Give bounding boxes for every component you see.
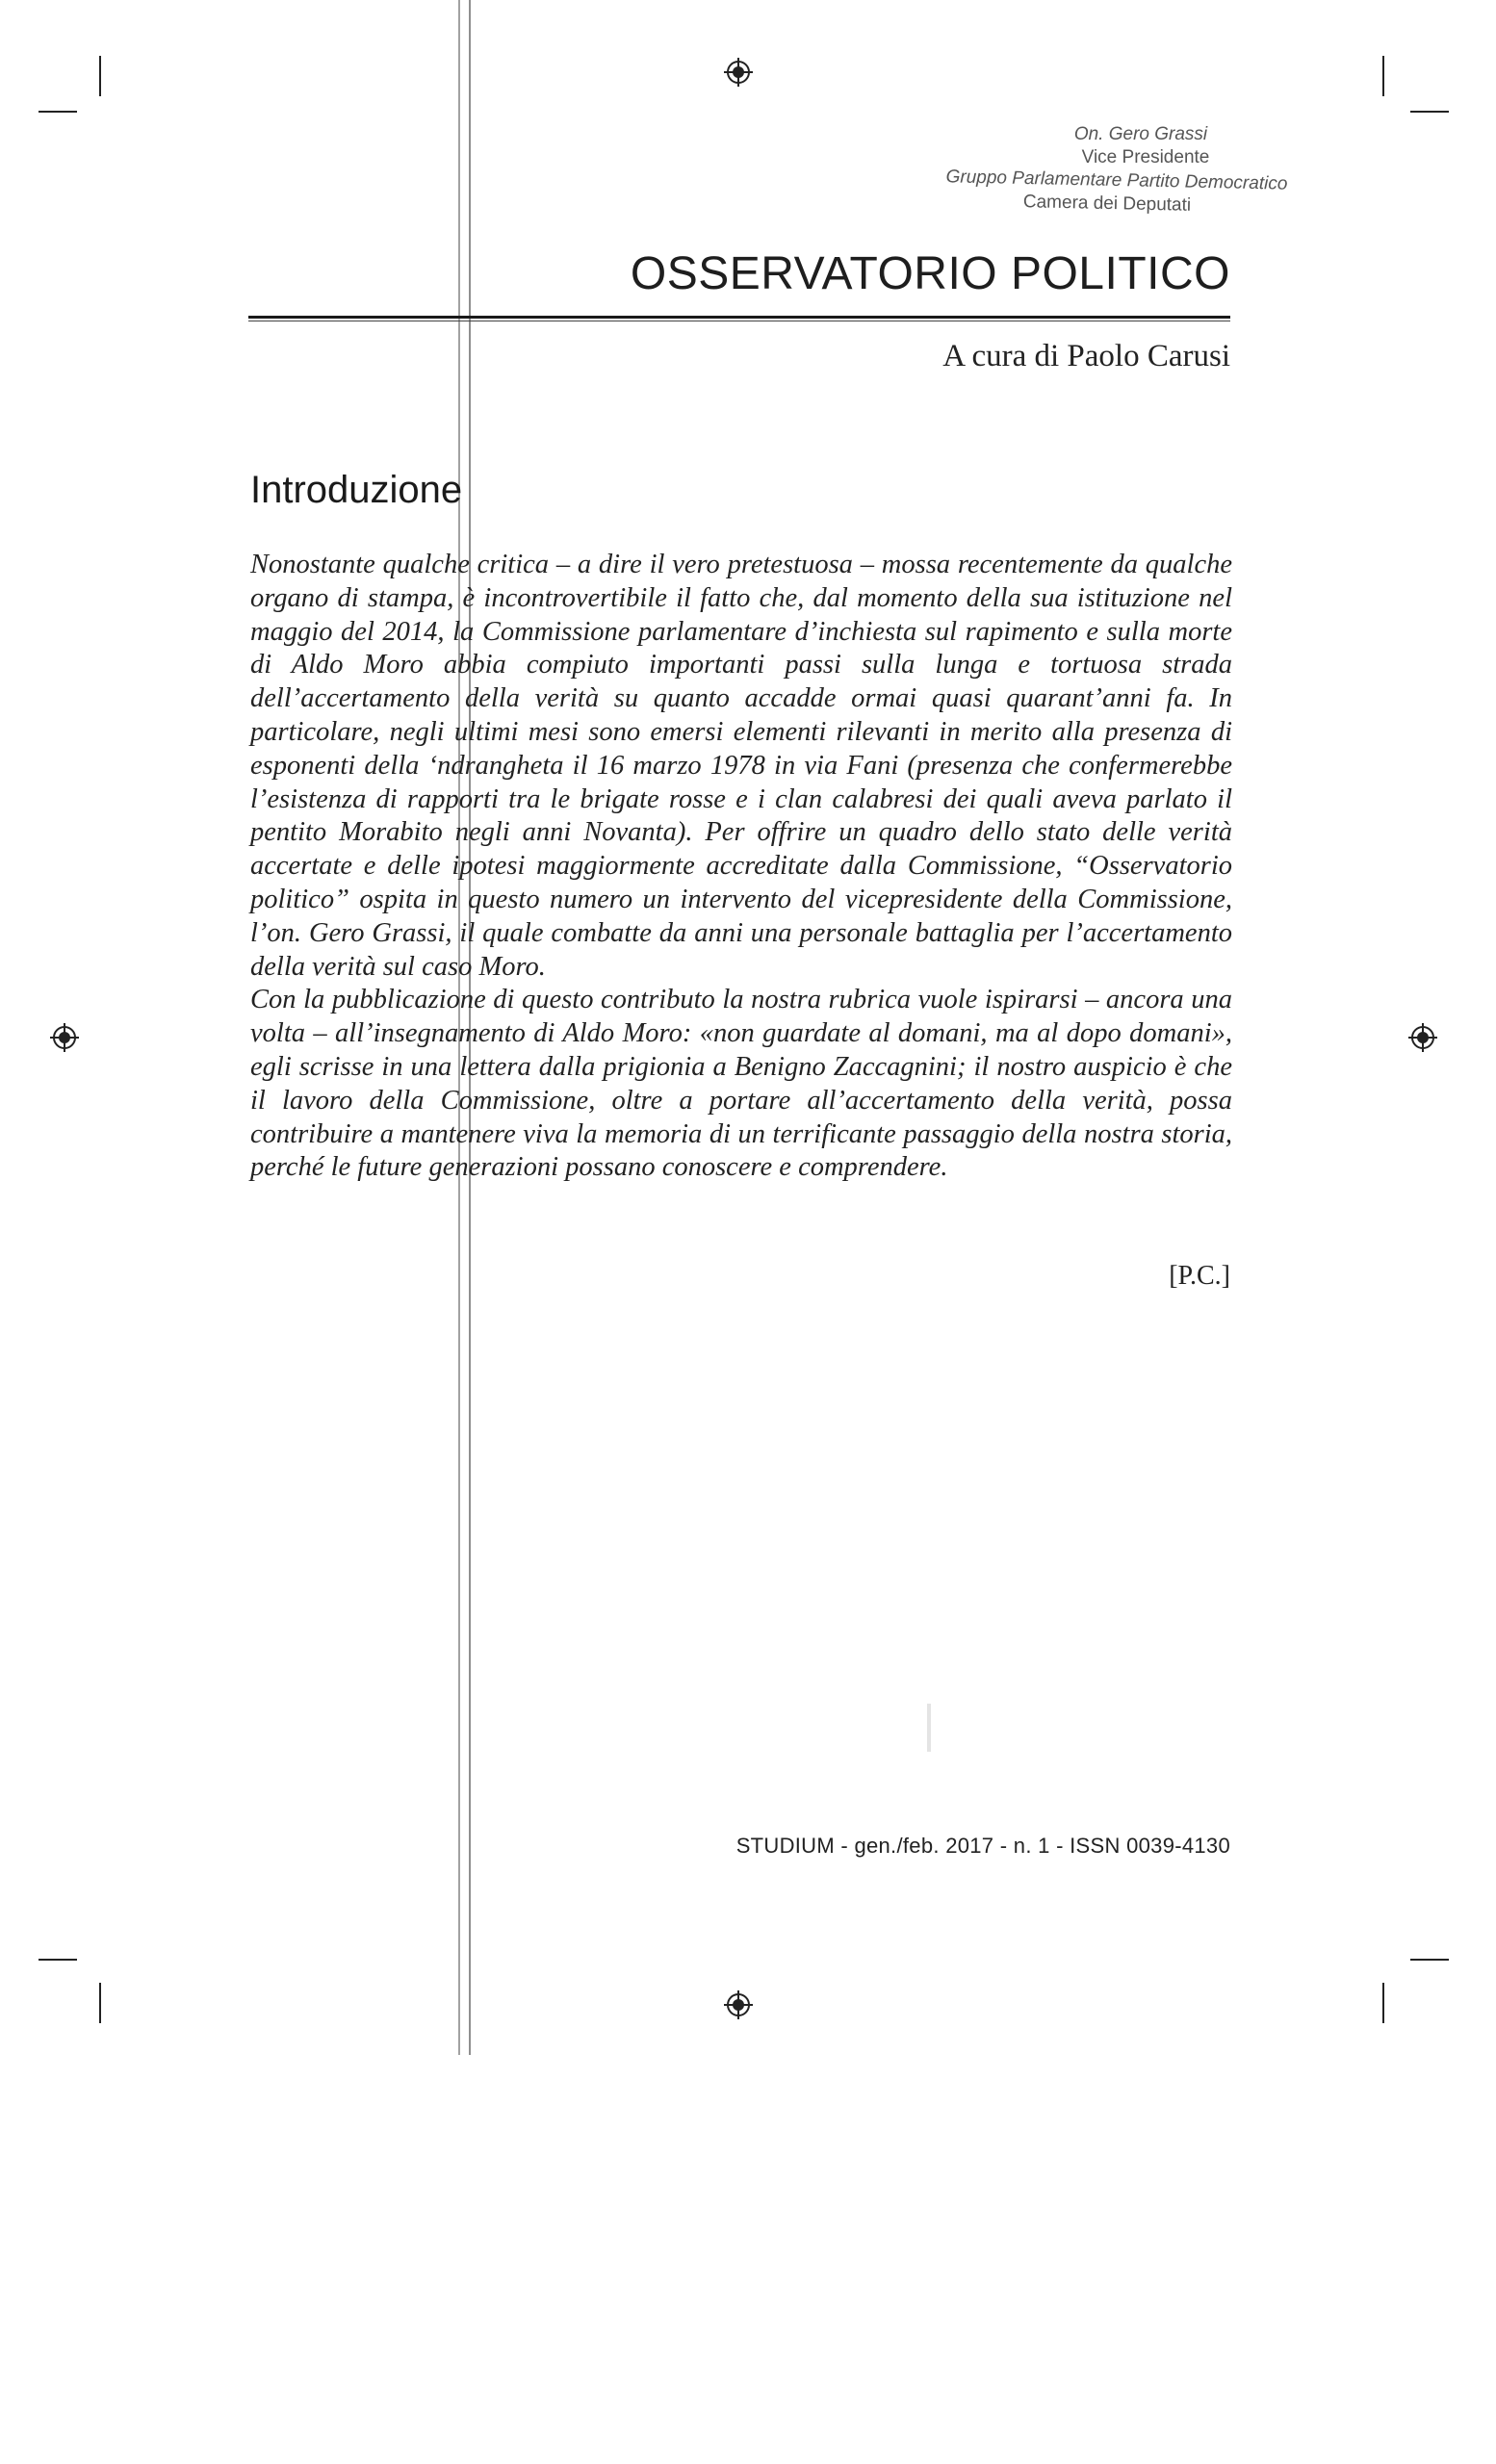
crop-mark [1382,1983,1384,2023]
stamp-line: On. Gero Grassi [1073,124,1208,144]
registration-mark-icon [724,1990,753,2019]
office-stamp [866,123,1309,216]
curator-line: A cura di Paolo Carusi [942,339,1230,373]
section-title: OSSERVATORIO POLITICO [630,248,1230,299]
page-footer: STUDIUM - gen./feb. 2017 - n. 1 - ISSN 0039-4130 [735,1834,1230,1858]
author-initials: [P.C.] [1169,1261,1230,1291]
crop-mark [1410,1959,1449,1961]
registration-mark-icon [724,58,753,87]
stamp-line: Camera dei Deputati [1022,192,1192,216]
scan-smudge [927,1704,931,1752]
body-paragraph: Nonostante qualche critica – a dire il vero pretestuosa – mossa recentemente da qualche organo di stampa, è incontrovertibile il fatto che, dal momento della sua istituzione nel maggio del 2014, la Commissione parlamentare d’inchiesta sul rapimento e sulla morte di Aldo Moro abbia compiuto importanti passi sulla lunga e tortuosa strada dell’accertamento della verità su quanto accadde ormai quasi quarant’anni fa. In particolare, negli ultimi mesi sono emersi elementi rilevanti in merito alla presenza di esponenti della ‘ndrangheta il 16 marzo 1978 in via Fani (presenza che confermerebbe l’esistenza di rapporti tra le brigate rosse e i clan calabresi dei quali aveva parlato il pentito Morabito negli anni Novanta). Per offrire un quadro dello stato delle verità accertate e delle ipotesi maggiormente accreditate dalla Commissione, “Osservatorio politico” ospita in questo numero un intervento del vicepresidente della Commissione, l’on. Gero Grassi, il quale combatte da anni una personale battaglia per l’accertamento della verità sul caso Moro. [250,550,1232,982]
stamp-line: Vice Presidente [1081,147,1210,167]
registration-mark-icon [50,1023,79,1052]
crop-mark [1382,56,1384,96]
stamp-line: Gruppo Parlamentare Partito Democratico [945,167,1288,194]
title-rule [248,316,1230,319]
crop-mark [39,1959,77,1961]
article-heading: Introduzione [250,469,463,511]
registration-mark-icon [1408,1023,1437,1052]
crop-mark [39,111,77,113]
crop-mark [1410,111,1449,113]
crop-mark [99,56,101,96]
crop-mark [99,1983,101,2023]
article-body [250,549,1232,1185]
body-paragraph: Con la pubblicazione di questo contributo la nostra rubrica vuole ispirarsi – ancora una volta – all’insegnamento di Aldo Moro: «non guardate al domani, ma al dopo domani», egli scrisse in una lettera dalla prigionia a Benigno Zaccagnini; il nostro auspicio è che il lavoro della Commissione, oltre a portare all’accertamento della verità, possa contribuire a mantenere viva la memoria di un terrificante passaggio della nostra storia, perché le future generazioni possano conoscere e comprendere. [250,985,1232,1183]
